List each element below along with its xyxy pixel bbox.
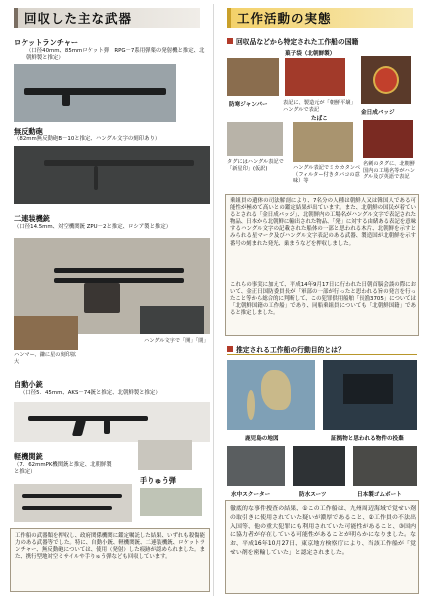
boat-label: 日本製ゴムボート: [357, 492, 402, 498]
twin-mg-desc: （口径14.5mm、対空機関銃 ZPU－2と推定、ロシア製と推定）: [14, 224, 172, 230]
phones-label: 証拠物と思われる物件の投棄: [331, 436, 404, 442]
boat-photo: [353, 446, 417, 486]
jumper-photo: [227, 58, 279, 96]
scooter-label: 水中スクーター: [231, 492, 271, 498]
light-mg-desc: （7．62mmPK機関銃と推定、北朝鮮製と推定）: [14, 462, 112, 476]
suit-photo: [293, 446, 345, 486]
red-square-icon: [227, 38, 233, 44]
items-section-head: [227, 36, 358, 45]
hangul-caption: ハングル文字で「開」「閉」: [144, 338, 209, 344]
hammer-sickle-star-photo: [14, 316, 78, 350]
purpose-body: 徹底的な事件捜査の結果、①この工作船は、九州周辺海域で覚せい剤の取引きに使用されていた疑いが濃厚であること、②工作員の不法出入国等、他の重大犯罪にも利用されていた可能性があること、③国内に協力者が存在している可能性があることが明らかになりました。なお、平成16年10月27日、東京地方検察庁により、当該工作船が「覚せい剤を密輸していた」と認定されました。: [230, 506, 416, 556]
badge-photo: [361, 56, 411, 104]
badge-tag-photo: [363, 120, 413, 158]
scooter-photo: [227, 446, 285, 486]
tag-photo: [227, 122, 283, 156]
grenade-top-photo: [138, 440, 192, 470]
badge-caption: 名刺のタグに、北朝鮮国内の工場名等がハングル及び英語で表記: [363, 161, 415, 181]
light-mg-photo: [14, 484, 132, 522]
right-column: [215, 0, 423, 600]
kagoshima-map: [227, 360, 315, 430]
column-divider: [213, 4, 214, 596]
weapons-summary-text: 工作船の武器類を押収し、政府関係機関に鑑定嘱託した結果、いずれも殺傷能力のある武器等でした。特に、自動小銃、軽機関銃、二連装機銃、ロケットランチャー、無反動砲については、使用（発射）した痕跡が認められました。また、携行型地対空ミサイルや手りゅう弾なども回収しています。: [15, 533, 205, 561]
suit-label: 防水スーツ: [299, 492, 327, 498]
hammer-caption: ハンマー、鎌に星の刻印拡大: [14, 352, 77, 365]
sweets-caption: 表記に、製造元が「朝鮮平壌」ハングルで表記: [283, 100, 354, 113]
weapons-banner: [14, 8, 200, 28]
rocket-launcher-photo: [14, 64, 176, 122]
evidence-dump-photo: [323, 360, 417, 430]
nationality-body-1: 乗組員の遺体の司法解剖により、7名分の人種は朝鮮人又は韓国人である可能性が極めて高いとの鑑定結果が出ています。また、北朝鮮の国民が着ているとされる「金日成バッジ」、北朝鮮内の工場名がハングル文字で表記された物品、日本から北朝鮮に輸出された物品、「発」に対する由緒ある表記を意味するハングル文字の記載された船体の一部と思われる木片、北朝鮮を示すとみられる星マーク及びハングル文字表記のある武器、製造国が北朝鮮を示す番号の刻まれた発光、巣まうなどを押収しました。: [230, 198, 416, 247]
light-mg-title: 軽機関銃: [14, 452, 43, 461]
nationality-body-2: これらの事実に加えて、平成14年9月17日に行われた日朝首脳会談の際において、金正日国防委員長が「軍部の一部が行ったと思われる旨の発言を行ったこと等から総合的に判断して、この犯罪供用船舶「長漁3705」については「北朝鮮国籍の工作船」であり、同船乗組員についても「北朝鮮国籍」であると推定しました。: [230, 282, 417, 317]
rocket-desc: （口径40mm、85mmロケット弾 RPG－7系用弾薬の発射機と推定、北朝鮮製と推定）: [26, 48, 205, 62]
items-section-title: 回収品などから特定された工作船の国籍: [236, 37, 359, 46]
twin-mg-title: 二連装機銃: [14, 214, 50, 223]
rifle-desc: （口径5．45mm、AKS－74銃と推定、北朝鮮製と推定）: [20, 390, 161, 396]
grenade-photo: [140, 488, 202, 516]
sweets-label: 菓子袋（北朝鮮製）: [285, 51, 336, 57]
map-label: 鹿児島の地図: [245, 436, 279, 442]
tag-caption: タグにはハングル表記で「新星印」(仮訳): [227, 159, 284, 172]
weapons-banner-title: 回収した主な武器: [24, 11, 133, 26]
sweets-photo: [285, 58, 345, 96]
rifle-title: 自動小銃: [14, 380, 43, 389]
nationality-box: [225, 194, 419, 336]
route-section-head: [227, 344, 345, 353]
weapons-summary-box: [10, 528, 210, 592]
cigarette-label: たばこ: [311, 116, 328, 122]
rifle-photo: [14, 402, 210, 442]
cigarette-photo: [293, 122, 353, 162]
grenade-title: 手りゅう弾: [140, 476, 176, 485]
route-underline: [227, 354, 417, 355]
rocket-title: ロケットランチャー: [14, 38, 79, 47]
badge-label: 金日成バッジ: [361, 110, 395, 116]
recoilless-title: 無反動砲: [14, 127, 43, 136]
recoilless-gun-photo: [14, 146, 210, 204]
hangul-marking-photo: [140, 306, 204, 334]
purpose-box: [225, 500, 419, 594]
route-section-title: 推定される工作船の行動目的とは？: [236, 345, 345, 354]
activities-banner-title: 工作活動の実態: [237, 11, 332, 26]
activities-banner: [227, 8, 413, 28]
cigarette-caption: ハングル表記でミカカタンペ（フィルター付きタバコの意味）等: [293, 165, 361, 185]
recoilless-desc: （82mm無反動砲B－10と推定、ハングル文字の刻印あり）: [14, 136, 161, 142]
jumper-label: 防寒ジャンパー: [229, 102, 268, 108]
red-square-icon: [227, 346, 233, 352]
